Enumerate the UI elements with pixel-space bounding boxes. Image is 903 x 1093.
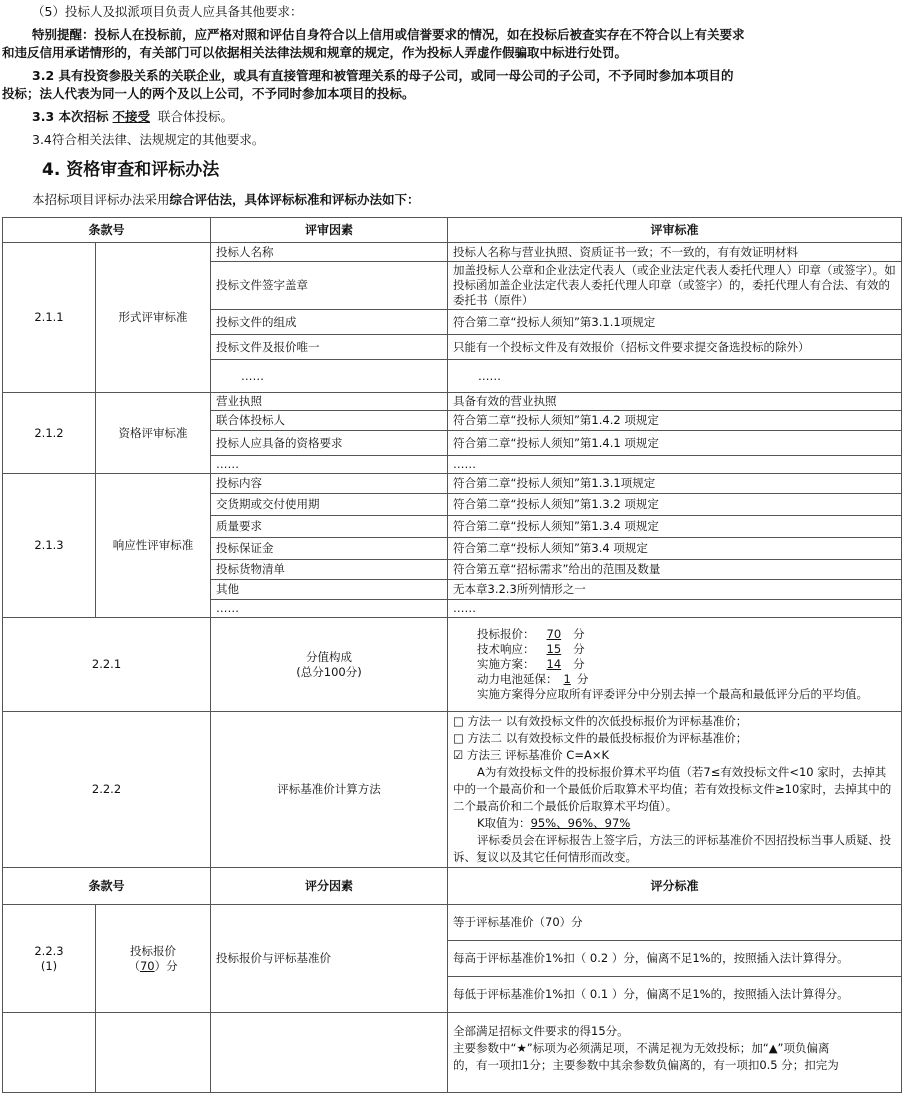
review-factor: 投标人名称 xyxy=(211,243,448,262)
clause-no: 2.2.1 xyxy=(3,618,211,712)
review-standard: 符合第二章“投标人须知”第3.1.1项规定 xyxy=(448,310,902,335)
review-factor: 投标保证金 xyxy=(211,538,448,560)
clause-name: 资格评审标准 xyxy=(96,393,211,474)
clause-name-line1: 分值构成 xyxy=(306,649,353,664)
method-final: 评标委员会在评标报告上签字后，方法三的评标基准价不因招投标当事人质疑、投诉、复议以及其它任何情形而改变。 xyxy=(453,833,892,864)
clause-3-4: 3.4符合相关法律、法规规定的其他要求。 xyxy=(32,132,265,147)
review-factor: …… xyxy=(211,600,448,618)
score-pre: （ xyxy=(128,958,140,973)
method-option-2: □ 方法二 以有效投标文件的最低投标报价为评标基准价； xyxy=(453,731,748,745)
review-standard: 只能有一个投标文件及有效报价（招标文件要求提交备选投标的除外） xyxy=(448,335,902,360)
score-item-value: 14 xyxy=(546,657,562,671)
review-factor: 投标文件及报价唯一 xyxy=(211,335,448,360)
review-standard: 无本章3.2.3所列情形之一 xyxy=(448,580,902,600)
clause-name xyxy=(96,905,211,1013)
clause-no-line1: 2.2.3 xyxy=(34,943,64,958)
review-factor: 投标文件的组成 xyxy=(211,310,448,335)
clause-no: 2.1.3 xyxy=(3,474,96,618)
clause-no xyxy=(3,1013,96,1093)
header-review-standard: 评审标准 xyxy=(448,218,902,243)
special-reminder xyxy=(32,26,745,44)
clause-name-line2: (总分100分) xyxy=(296,664,362,679)
clause-name: 响应性评审标准 xyxy=(96,474,211,618)
review-factor: 交货期或交付使用期 xyxy=(211,494,448,516)
header-clause-no: 条款号 xyxy=(3,218,211,243)
clause-name: 评标基准价计算方法 xyxy=(211,712,448,868)
header-clause-no: 条款号 xyxy=(3,868,211,905)
score-item xyxy=(453,672,896,687)
score-item xyxy=(453,627,896,642)
method-line xyxy=(32,191,420,209)
review-factor: 营业执照 xyxy=(211,393,448,411)
score-factor: 投标报价与评标基准价 xyxy=(211,905,448,1013)
clause-3-3 xyxy=(32,108,233,126)
clause-3-3-pre: 3.3 本次招标 xyxy=(32,109,109,124)
review-factor: 联合体投标人 xyxy=(211,411,448,431)
section-heading: 4. 资格审查和评标办法 xyxy=(42,160,220,180)
special-reminder-label: 特别提醒： xyxy=(32,27,95,42)
review-standard: 投标人名称与营业执照、资质证书一致；不一致的，有有效证明材料 xyxy=(448,243,902,262)
score-post: ）分 xyxy=(154,958,178,973)
review-factor: 投标文件签字盖章 xyxy=(211,262,448,310)
clause-3-3-mid: 不接受 xyxy=(112,109,151,124)
clause-name: 形式评审标准 xyxy=(96,243,211,393)
section-intro-line: （5）投标人及拟派项目负责人应具备其他要求： xyxy=(32,4,303,19)
header-score-standard: 评分标准 xyxy=(448,868,902,905)
score-item-value: 70 xyxy=(546,627,562,641)
review-standard: 符合第五章“招标需求”给出的范围及数量 xyxy=(448,560,902,580)
review-standard: …… xyxy=(448,600,902,618)
review-factor: …… xyxy=(211,360,448,393)
header-review-factor: 评审因素 xyxy=(211,218,448,243)
review-standard: 符合第二章“投标人须知”第1.3.1项规定 xyxy=(448,474,902,494)
clause-no xyxy=(3,905,96,1013)
clause-name xyxy=(211,618,448,712)
clause-no: 2.1.2 xyxy=(3,393,96,474)
clause-3-2-a: 3.2 具有投资参股关系的关联企业，或具有直接管理和被管理关系的母子公司，或同一母公司的子公司，不予同时参加本项目的 xyxy=(32,68,734,83)
clause-score xyxy=(101,959,205,974)
score-standard: 每高于评标基准价1%扣（ 0.2 ）分，偏离不足1%的，按照插入法计算得分。 xyxy=(448,941,902,977)
clause-3-3-post: 联合体投标。 xyxy=(154,109,233,124)
method-option-1: □ 方法一 以有效投标文件的次低投标报价为评标基准价； xyxy=(453,714,748,728)
review-factor: 投标内容 xyxy=(211,474,448,494)
score-item-unit: 分 xyxy=(576,672,589,686)
review-standard: 具备有效的营业执照 xyxy=(448,393,902,411)
review-standard: 符合第二章“投标人须知”第1.4.1 项规定 xyxy=(448,431,902,456)
score-value: 70 xyxy=(139,958,155,973)
method-k-label: K取值为： xyxy=(477,816,531,830)
score-composition xyxy=(448,618,902,712)
tech-line-3: 的，有一项扣1分；主要参数中其余参数负偏离的，有一项扣0.5 分；扣完为 xyxy=(453,1058,839,1072)
clause-no-line2: (1) xyxy=(40,958,58,973)
review-factor: 质量要求 xyxy=(211,516,448,538)
score-item-label: 实施方案： xyxy=(477,657,535,671)
special-reminder-text-a: 投标人在投标前，应严格对照和评估自身符合以上信用或信誉要求的情况，如在投标后被查实存在不符合以上有关要求 xyxy=(94,27,745,42)
review-standard: 符合第二章“投标人须知”第1.4.2 项规定 xyxy=(448,411,902,431)
evaluation-table xyxy=(2,217,902,1093)
clause-name-line1: 投标报价 xyxy=(130,943,176,958)
method-pre: 本招标项目评标办法采用 xyxy=(32,192,170,207)
score-standard: 每低于评标基准价1%扣（ 0.1 ）分，偏离不足1%的，按照插入法计算得分。 xyxy=(448,977,902,1013)
clause-name xyxy=(96,1013,211,1093)
score-item-unit: 分 xyxy=(573,627,585,641)
clause-no: 2.2.2 xyxy=(3,712,211,868)
score-factor xyxy=(211,1013,448,1093)
score-item-value: 15 xyxy=(546,642,562,656)
special-reminder-text-b: 和违反信用承诺情形的，有关部门可以依据相关法律法规和规章的规定，作为投标人弄虚作假骗取中标进行处罚。 xyxy=(2,45,628,60)
review-standard: 符合第二章“投标人须知”第1.3.4 项规定 xyxy=(448,516,902,538)
review-standard: …… xyxy=(448,456,902,474)
method-k-value: 95%、96%、97% xyxy=(530,816,631,830)
clause-no: 2.1.1 xyxy=(3,243,96,393)
score-item-unit: 分 xyxy=(573,657,585,671)
tech-line-2: 主要参数中“★”标项为必须满足项，不满足视为无效投标；加“▲”项负偏离 xyxy=(453,1041,830,1055)
score-item-value: 1 xyxy=(563,672,571,686)
score-note: 实施方案得分应取所有评委评分中分别去掉一个最高和最低评分后的平均值。 xyxy=(477,687,869,701)
review-factor: 投标货物清单 xyxy=(211,560,448,580)
review-factor: 其他 xyxy=(211,580,448,600)
review-standard: 符合第二章“投标人须知”第3.4 项规定 xyxy=(448,538,902,560)
score-item-label: 技术响应： xyxy=(477,642,535,656)
score-standard: 等于评标基准价（70）分 xyxy=(448,905,902,941)
method-a-text: A为有效投标文件的投标报价算术平均值（若7≤有效投标文件<10 家时，去掉其中的一个最高价和一个最低价后取算术平均值；若有效投标文件≥10家时，去掉其中的二个最高价和二个最低价后取算术平均值）。 xyxy=(453,765,892,813)
base-price-method xyxy=(448,712,902,868)
score-item xyxy=(453,657,896,672)
header-score-factor: 评分因素 xyxy=(211,868,448,905)
review-factor: 投标人应具备的资格要求 xyxy=(211,431,448,456)
review-standard: …… xyxy=(448,360,902,393)
review-factor: …… xyxy=(211,456,448,474)
score-standard xyxy=(448,1013,902,1093)
review-standard: 加盖投标人公章和企业法定代表人（或企业法定代表人委托代理人）印章（或签字）。如投标函加盖企业法定代表人委托代理人印章（或签字）的，委托代理人有合法、有效的委托书（原件） xyxy=(448,262,902,310)
score-item xyxy=(453,642,896,657)
method-bold: 综合评估法，具体评标标准和评标办法如下： xyxy=(169,192,420,207)
score-item-label: 动力电池延保： xyxy=(477,672,558,686)
review-standard: 符合第二章“投标人须知”第1.3.2 项规定 xyxy=(448,494,902,516)
method-option-3: ☑ 方法三 评标基准价 C=A×K xyxy=(453,748,610,762)
score-item-unit: 分 xyxy=(573,642,585,656)
clause-3-2-b: 投标；法人代表为同一人的两个及以上公司，不予同时参加本项目的投标。 xyxy=(2,86,415,101)
method-k xyxy=(453,815,896,832)
tech-line-1: 全部满足招标文件要求的得15分。 xyxy=(453,1024,629,1038)
score-item-label: 投标报价： xyxy=(477,627,535,641)
